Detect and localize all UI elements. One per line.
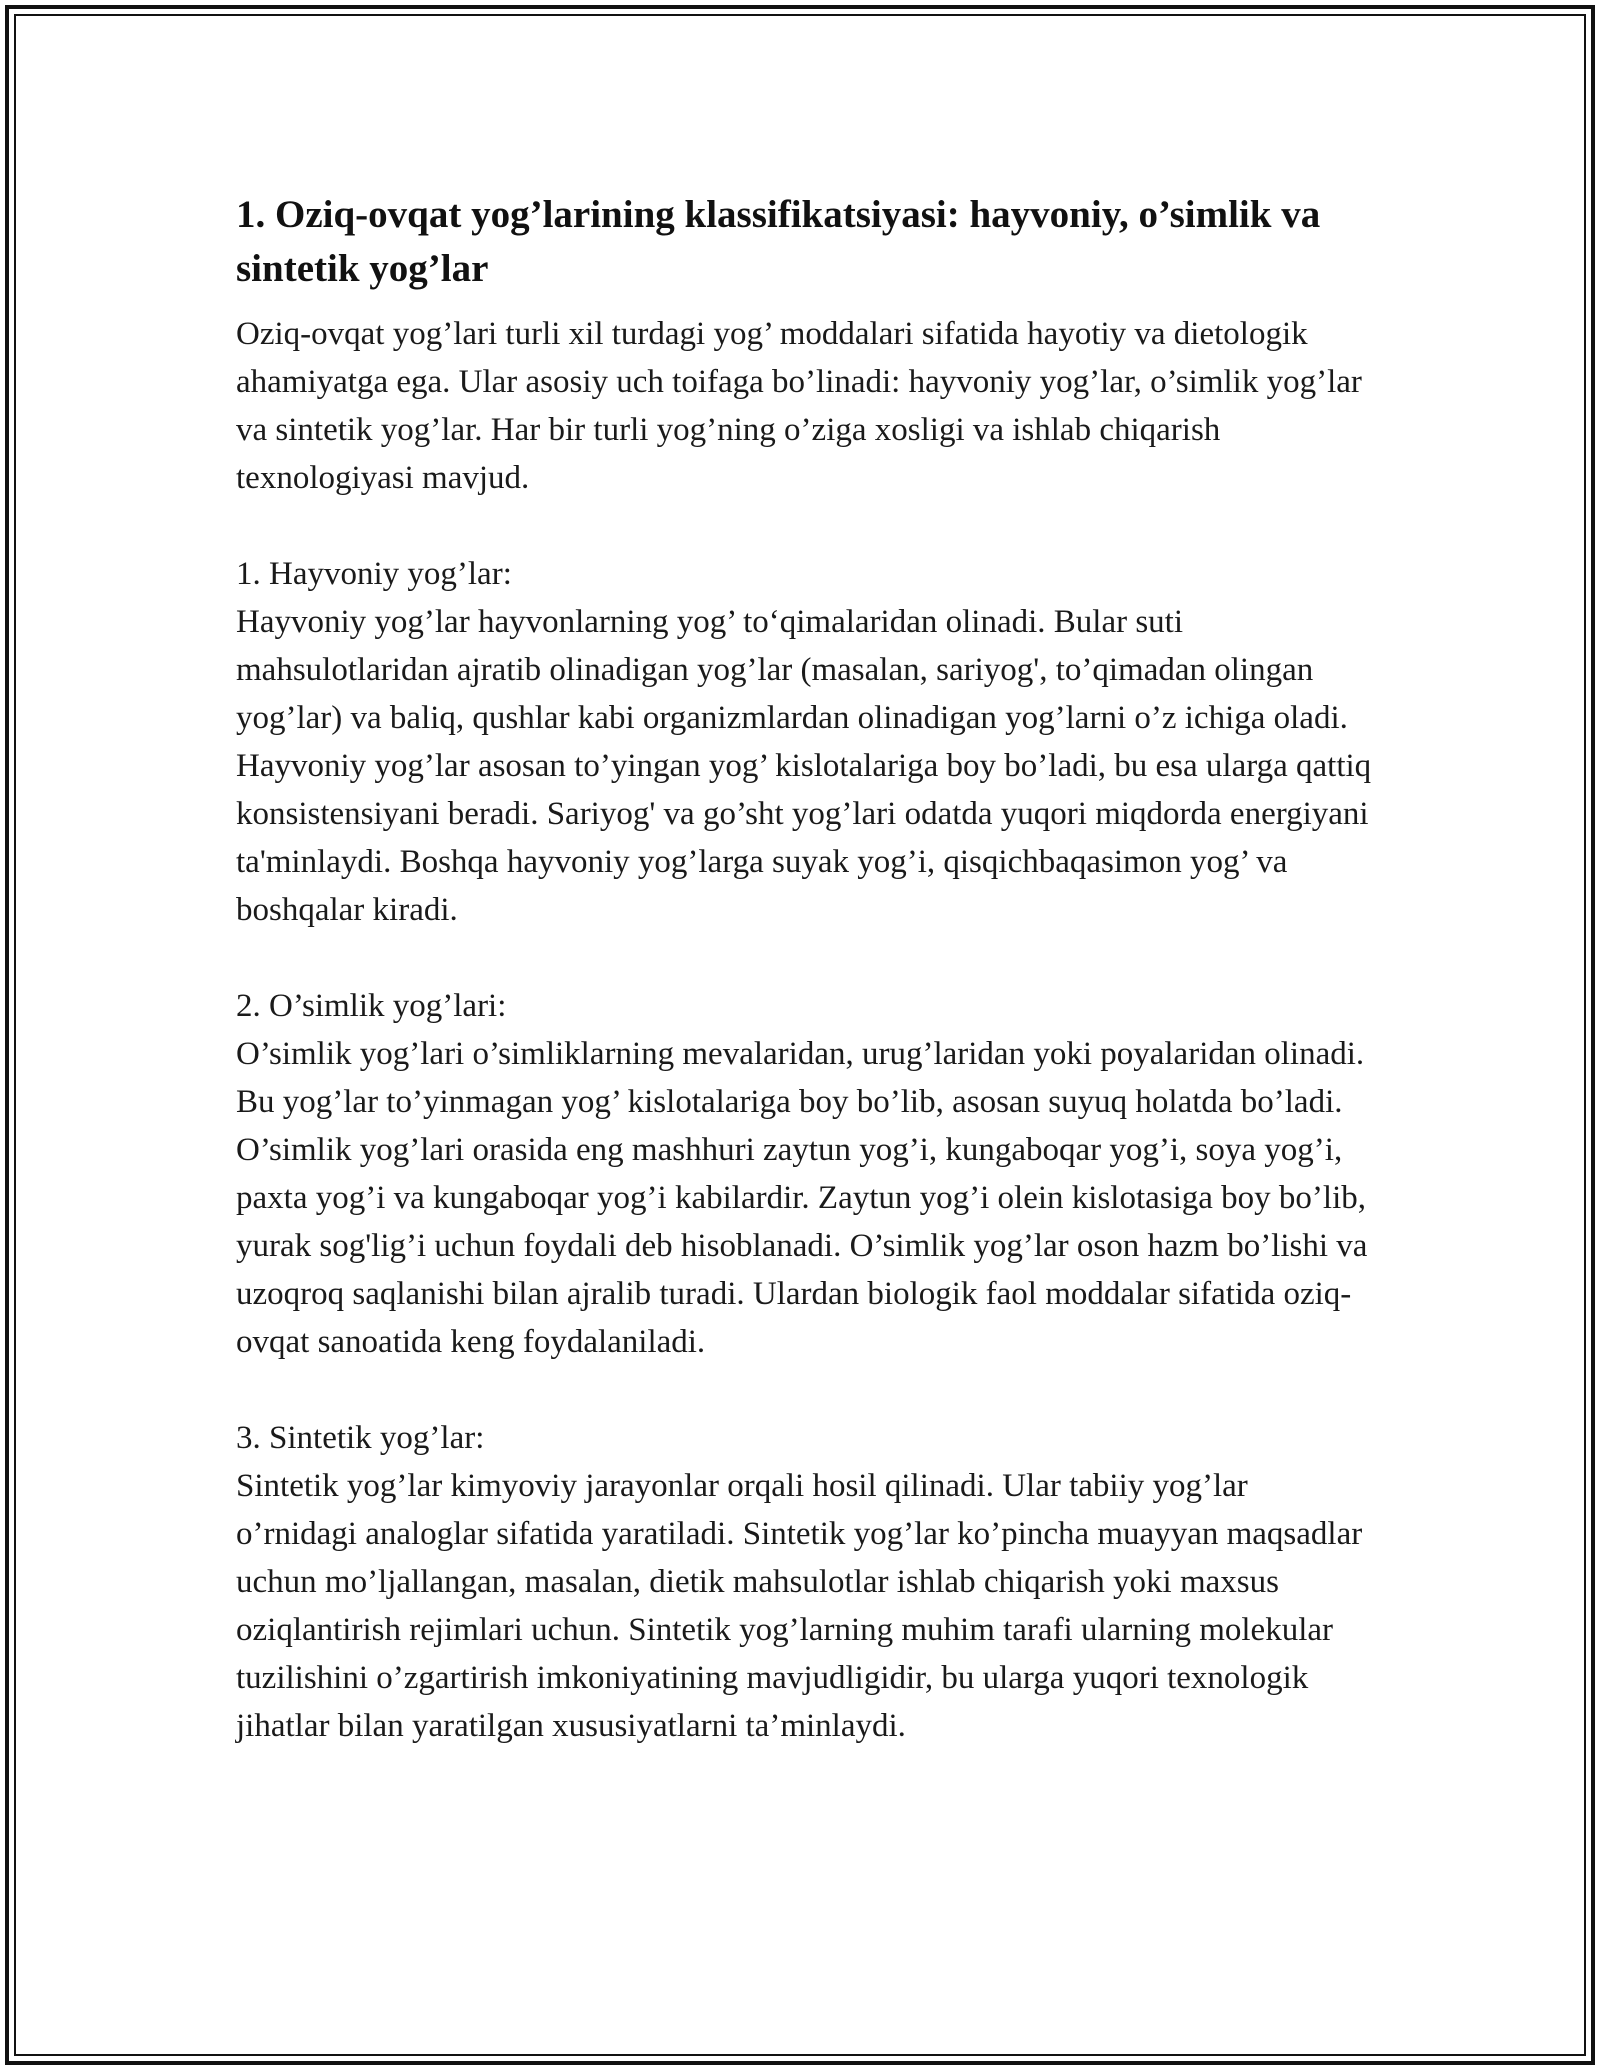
section-animal-fats [236, 550, 1376, 934]
section-heading: 2. O’simlik yog’lari: [236, 988, 507, 1024]
document-title: 1. Oziq-ovqat yog’larining klassifikatsiyasi: hayvoniy, o’simlik va sintetik yog’lar [236, 193, 1321, 290]
section-plant-oils [236, 982, 1376, 1366]
section-synthetic-fats [236, 1414, 1376, 1750]
section-body: O’simlik yog’lari o’simliklarning mevalaridan, urug’laridan yoki poyalaridan olinadi. Bu yog’lar to’yinmagan yog’ kislotalariga boy bo’lib, asosan suyuq holatda bo’ladi. O’simlik yog’lari orasida eng mashhuri zaytun yog’i, kungaboqar yog’i, soya yog’i, paxta yog’i va kungaboqar yog’i kabilardir. Zaytun yog’i olein kislotasiga boy bo’lib, yurak sog'lig’i uchun foydali deb hisoblanadi. O’simlik yog’lar oson hazm bo’lishi va uzoqroq saqlanishi bilan ajralib turadi. Ulardan biologik faol moddalar sifatida oziq-ovqat sanoatida keng foydalaniladi. [236, 1036, 1368, 1360]
section-body: Sintetik yog’lar kimyoviy jarayonlar orqali hosil qilinadi. Ular tabiiy yog’lar o’rnidagi analoglar sifatida yaratiladi. Sintetik yog’lar ko’pincha muayyan maqsadlar uchun mo’ljallangan, masalan, dietik mahsulotlar ishlab chiqarish yoki maxsus oziqlantirish rejimlari uchun. Sintetik yog’larning muhim tarafi ularning molekular tuzilishini o’zgartirish imkoniyatining mavjudligidir, bu ularga yuqori texnologik jihatlar bilan yaratilgan xususiyatlarni ta’minlaydi. [236, 1468, 1363, 1744]
section-heading: 1. Hayvoniy yog’lar: [236, 556, 512, 592]
section-body: Hayvoniy yog’lar hayvonlarning yog’ to‘qimalaridan olinadi. Bular suti mahsulotlaridan ajratib olinadigan yog’lar (masalan, sariyog', to’qimadan olingan yog’lar) va baliq, qushlar kabi organizmlardan olinadigan yog’larni o’z ichiga oladi. Hayvoniy yog’lar asosan to’yingan yog’ kislotalariga boy bo’ladi, bu esa ularga qattiq konsistensiyani beradi. Sariyog' va go’sht yog’lari odatda yuqori miqdorda energiyani ta'minlaydi. Boshqa hayvoniy yog’larga suyak yog’i, qisqichbaqasimon yog’ va boshqalar kiradi. [236, 604, 1372, 928]
document-page [236, 188, 1376, 1750]
intro-paragraph: Oziq-ovqat yog’lari turli xil turdagi yog’ moddalari sifatida hayotiy va dietologik ahamiyatga ega. Ular asosiy uch toifaga bo’linadi: hayvoniy yog’lar, o’simlik yog’lar va sintetik yog’lar. Har bir turli yog’ning o’ziga xosligi va ishlab chiqarish texnologiyasi mavjud. [236, 316, 1362, 496]
section-heading: 3. Sintetik yog’lar: [236, 1420, 485, 1456]
